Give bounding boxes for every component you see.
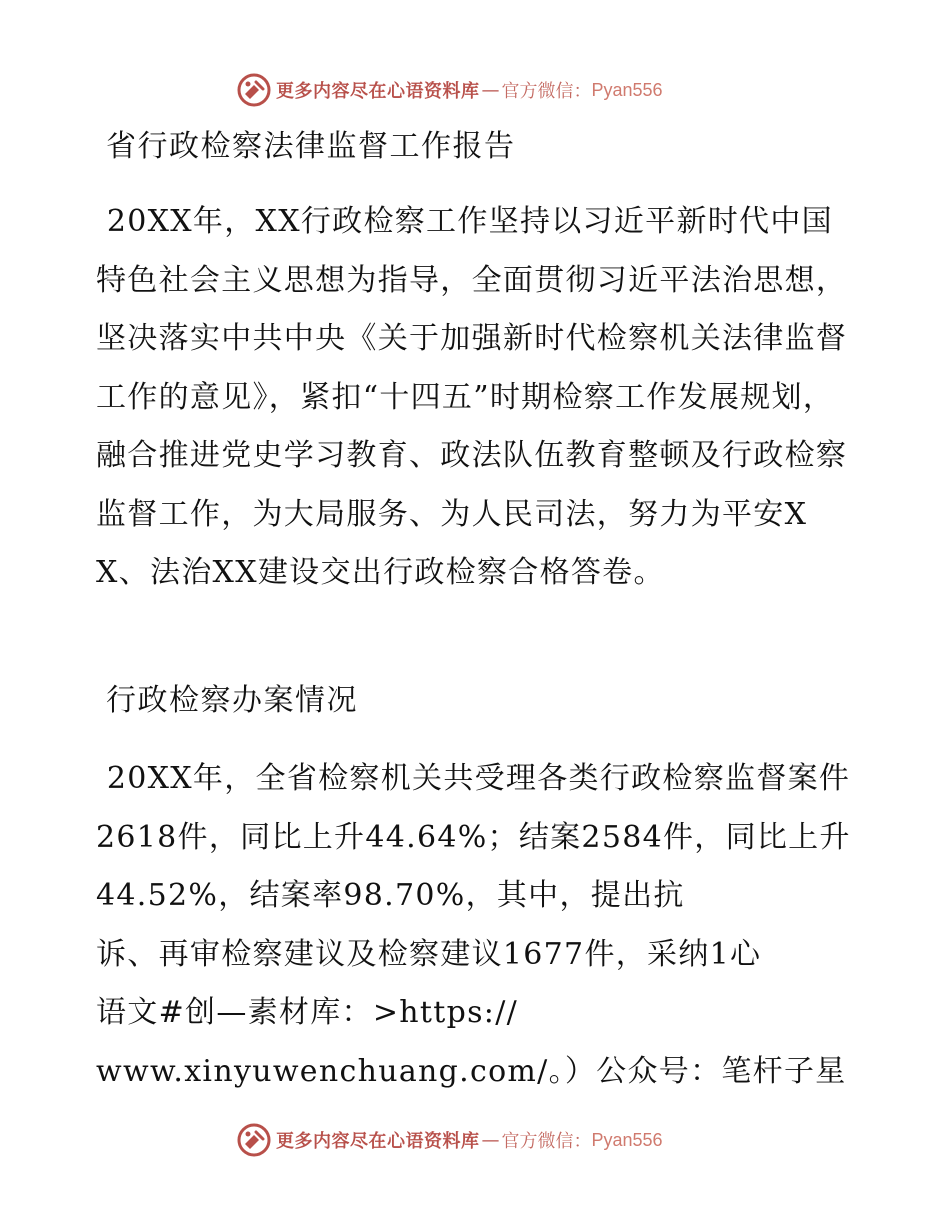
intro-paragraph: 20XX年，XX行政检察工作坚持以习近平新时代中国特色社会主义思想为指导，全面贯彻习近平法治思想，坚决落实中共中央《关于加强新时代检察机关法律监督工作的意见》，紧扣“十四五”时期检察工作发展规划，融合推进党史学习教育、政法队伍教育整顿及行政检察监督工作，为大局服务、为人民司法，努力为平安XX、法治XX建设交出行政检察合格答卷。 xyxy=(96,204,848,590)
banner-wechat-label: 官方微信： xyxy=(501,1131,592,1152)
header-banner xyxy=(236,70,716,110)
banner-wechat-label: 官方微信： xyxy=(501,81,592,102)
banner-separator: — xyxy=(481,1129,500,1151)
footer-banner xyxy=(236,1120,716,1160)
banner-wechat-id: Pyan556 xyxy=(591,1129,663,1150)
banner-promo-text: 更多内容尽在心语资料库 xyxy=(276,81,480,102)
document-title: 省行政检察法律监督工作报告 xyxy=(106,129,516,164)
banner-wechat-id: Pyan556 xyxy=(591,79,663,100)
book-pen-logo-icon xyxy=(236,1122,272,1158)
banner-separator: — xyxy=(481,79,500,101)
book-pen-logo-icon xyxy=(236,72,272,108)
banner-promo-text: 更多内容尽在心语资料库 xyxy=(276,1131,480,1152)
case-paragraph: 20XX年，全省检察机关共受理各类行政检察监督案件2618件，同比上升44.64%；结案2584件，同比上升44.52%，结案率98.70%，其中，提出抗 诉、再审检察建议及检察建议1677件，采纳1心 语文#创—素材库：>https:// www.xinyuwenchuang.com/。）公众号：笔杆子星 xyxy=(96,761,851,1089)
section-title: 行政检察办案情况 xyxy=(106,683,358,718)
